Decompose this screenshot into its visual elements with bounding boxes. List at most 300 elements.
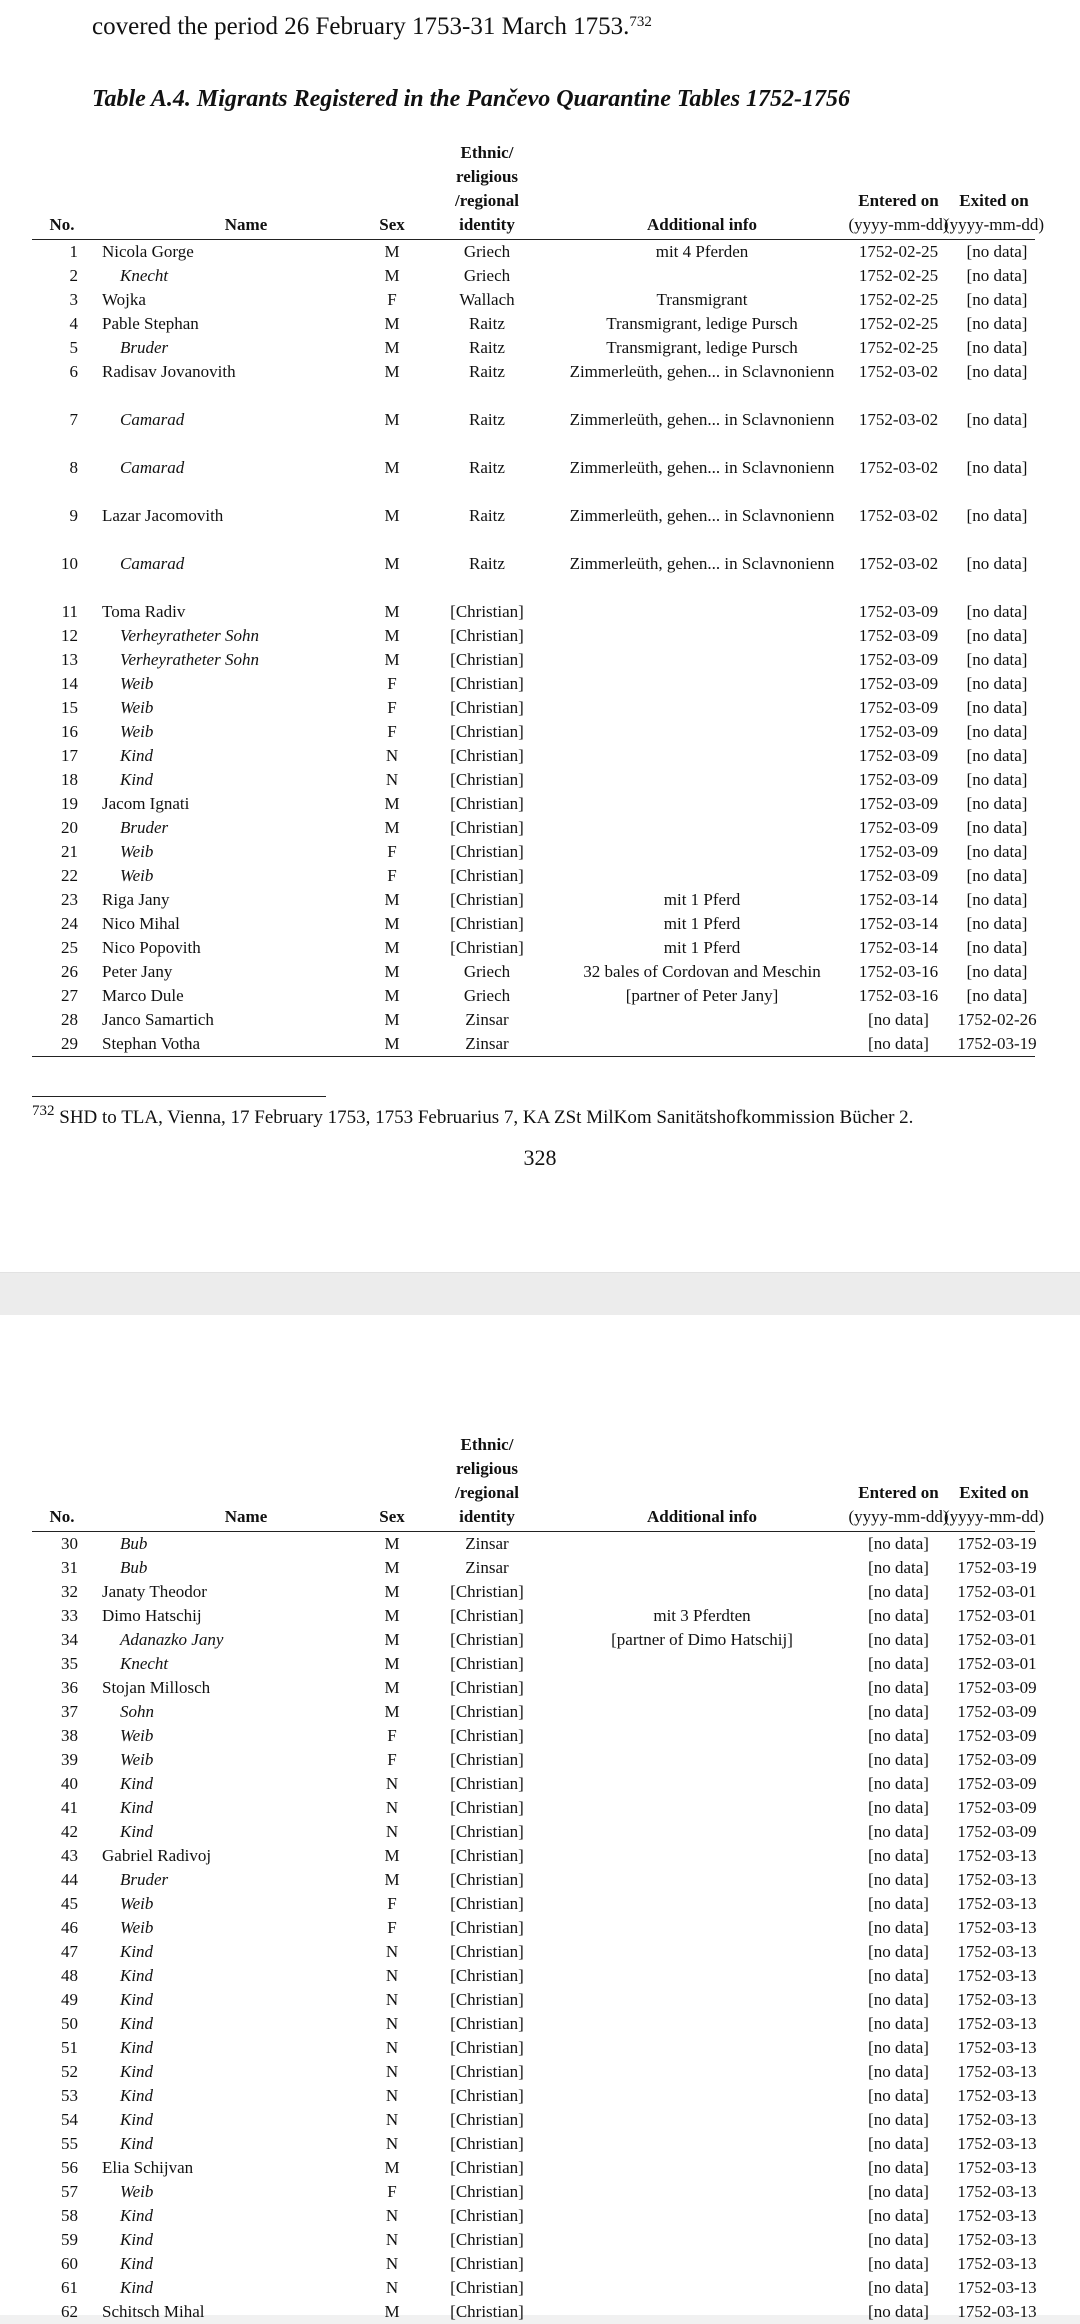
header-entered-on: Entered on (yyyy-mm-dd) xyxy=(848,1483,949,1526)
cell-identity: [Christian] xyxy=(450,650,524,669)
cell-exited-on: 1752-03-09 xyxy=(957,1798,1037,1817)
cell-number: 1 xyxy=(69,242,78,261)
cell-exited-on: 1752-03-13 xyxy=(957,2158,1037,2177)
cell-exited-on: 1752-03-13 xyxy=(957,2254,1037,2273)
header-exited-on: Exited on (yyyy-mm-dd) xyxy=(943,1483,1045,1526)
cell-sex: F xyxy=(387,674,397,693)
cell-identity: [Christian] xyxy=(450,1918,524,1937)
cell-exited-on: 1752-03-13 xyxy=(957,2062,1037,2081)
cell-entered-on: 1752-03-09 xyxy=(858,770,939,789)
cell-additional-info: mit 1 Pferd xyxy=(663,914,741,933)
table-row xyxy=(32,864,1035,888)
cell-name: Kind xyxy=(120,2038,154,2057)
cell-number: 23 xyxy=(61,890,78,909)
cell-name: Kind xyxy=(120,2254,154,2273)
table-row xyxy=(32,312,1035,336)
cell-sex: M xyxy=(384,962,400,981)
cell-exited-on: 1752-03-09 xyxy=(957,1678,1037,1697)
cell-entered-on: [no data] xyxy=(868,1726,929,1745)
intro-text: covered the period 26 February 1753-31 March 1753. xyxy=(92,13,630,40)
cell-identity: [Christian] xyxy=(450,1678,524,1697)
cell-identity: [Christian] xyxy=(450,818,524,837)
footnote-number: 732 xyxy=(32,1103,55,1119)
document-page-2 xyxy=(0,1315,1080,2321)
cell-identity: [Christian] xyxy=(450,914,524,933)
cell-sex: M xyxy=(384,1010,400,1029)
table-row xyxy=(32,1676,1035,1700)
cell-identity: [Christian] xyxy=(450,2182,524,2201)
cell-number: 55 xyxy=(61,2134,78,2153)
cell-exited-on: 1752-03-13 xyxy=(957,2230,1037,2249)
cell-number: 11 xyxy=(61,602,78,621)
table-row xyxy=(32,1652,1035,1676)
cell-entered-on: 1752-03-02 xyxy=(858,410,939,429)
cell-additional-info: mit 1 Pferd xyxy=(663,938,741,957)
cell-number: 34 xyxy=(61,1630,78,1649)
table-row xyxy=(32,360,1035,408)
cell-sex: N xyxy=(385,2254,399,2273)
cell-number: 60 xyxy=(61,2254,78,2273)
table-title: Table A.4. Migrants Registered in the Pančevo Quarantine Tables 1752-1756 xyxy=(92,86,851,112)
cell-exited-on: 1752-03-01 xyxy=(957,1606,1037,1625)
cell-name: Kind xyxy=(120,1966,154,1985)
cell-exited-on: [no data] xyxy=(966,938,1028,957)
cell-number: 12 xyxy=(61,626,78,645)
table-row xyxy=(32,2108,1035,2132)
cell-name: Verheyratheter Sohn xyxy=(120,650,259,669)
table-row xyxy=(32,288,1035,312)
table-body xyxy=(32,240,1035,1056)
cell-entered-on: 1752-02-25 xyxy=(858,338,939,357)
cell-number: 44 xyxy=(61,1870,78,1889)
table-row xyxy=(32,1868,1035,1892)
cell-additional-info: Zimmerleüth, gehen... in Sclavnonienn xyxy=(569,506,835,525)
cell-identity: [Christian] xyxy=(450,1630,524,1649)
cell-number: 52 xyxy=(61,2062,78,2081)
cell-entered-on: 1752-03-16 xyxy=(858,962,939,981)
cell-sex: M xyxy=(384,314,400,333)
cell-sex: M xyxy=(384,458,400,477)
cell-identity: [Christian] xyxy=(450,794,524,813)
cell-number: 36 xyxy=(61,1678,78,1697)
cell-entered-on: 1752-02-25 xyxy=(858,314,939,333)
cell-exited-on: [no data] xyxy=(966,698,1028,717)
table-row xyxy=(32,1008,1035,1032)
cell-additional-info: mit 4 Pferden xyxy=(655,242,749,261)
cell-number: 22 xyxy=(61,866,78,885)
table-row xyxy=(32,336,1035,360)
cell-entered-on: [no data] xyxy=(868,1606,929,1625)
cell-identity: Raitz xyxy=(469,554,505,573)
table-row xyxy=(32,792,1035,816)
cell-sex: M xyxy=(384,338,400,357)
cell-sex: M xyxy=(384,1606,400,1625)
cell-exited-on: 1752-03-13 xyxy=(957,2278,1037,2297)
cell-entered-on: [no data] xyxy=(868,1870,929,1889)
cell-entered-on: [no data] xyxy=(868,1990,929,2009)
cell-exited-on: 1752-03-19 xyxy=(957,1558,1037,1577)
cell-name: Kind xyxy=(120,2206,154,2225)
cell-sex: N xyxy=(385,2206,399,2225)
cell-entered-on: [no data] xyxy=(868,1034,929,1053)
cell-identity: [Christian] xyxy=(450,1582,524,1601)
table-row xyxy=(32,1940,1035,1964)
page-gap xyxy=(0,1272,1080,1316)
cell-number: 47 xyxy=(61,1942,78,1961)
cell-number: 28 xyxy=(61,1010,78,1029)
cell-sex: N xyxy=(385,2062,399,2081)
cell-entered-on: [no data] xyxy=(868,1654,929,1673)
cell-number: 7 xyxy=(69,410,78,429)
cell-sex: F xyxy=(387,1918,397,1937)
cell-additional-info: [partner of Peter Jany] xyxy=(625,986,779,1005)
cell-number: 42 xyxy=(61,1822,78,1841)
table-row xyxy=(32,1964,1035,1988)
cell-exited-on: [no data] xyxy=(966,650,1028,669)
cell-entered-on: [no data] xyxy=(868,1678,929,1697)
cell-sex: F xyxy=(387,1894,397,1913)
cell-number: 10 xyxy=(61,554,78,573)
cell-identity: [Christian] xyxy=(450,842,524,861)
cell-sex: F xyxy=(387,722,397,741)
cell-entered-on: 1752-03-09 xyxy=(858,698,939,717)
cell-identity: [Christian] xyxy=(450,2014,524,2033)
cell-name: Stojan Millosch xyxy=(102,1678,211,1697)
cell-entered-on: [no data] xyxy=(868,1750,929,1769)
cell-number: 16 xyxy=(61,722,78,741)
cell-additional-info: Zimmerleüth, gehen... in Sclavnonienn xyxy=(569,458,835,477)
cell-additional-info: Transmigrant, ledige Pursch xyxy=(606,314,798,333)
cell-exited-on: [no data] xyxy=(966,746,1028,765)
footnote-text: SHD to TLA, Vienna, 17 February 1753, 1753 Februarius 7, KA ZSt MilKom Sanitätshofkommission Bücher 2. xyxy=(59,1107,914,1128)
cell-sex: M xyxy=(384,1678,400,1697)
cell-number: 26 xyxy=(61,962,78,981)
cell-sex: N xyxy=(385,1798,399,1817)
cell-name: Kind xyxy=(120,2110,154,2129)
cell-name: Kind xyxy=(120,2086,154,2105)
table-row xyxy=(32,2204,1035,2228)
cell-identity: Griech xyxy=(463,986,511,1005)
table-row xyxy=(32,648,1035,672)
cell-name: Kind xyxy=(120,2014,154,2033)
cell-entered-on: 1752-03-09 xyxy=(858,722,939,741)
cell-number: 62 xyxy=(61,2302,78,2321)
cell-entered-on: [no data] xyxy=(868,1582,929,1601)
cell-entered-on: [no data] xyxy=(868,1702,929,1721)
cell-number: 14 xyxy=(61,674,78,693)
table-row xyxy=(32,1700,1035,1724)
cell-name: Kind xyxy=(120,1822,154,1841)
cell-number: 24 xyxy=(61,914,78,933)
footnote-reference[interactable]: 732 xyxy=(629,14,652,30)
header-identity: Ethnic/ religious /regional identity xyxy=(455,1435,519,1526)
cell-identity: [Christian] xyxy=(450,2278,524,2297)
cell-sex: M xyxy=(384,2158,400,2177)
cell-name: Janco Samartich xyxy=(102,1010,214,1029)
cell-name: Camarad xyxy=(120,410,185,429)
cell-entered-on: [no data] xyxy=(868,2086,929,2105)
cell-identity: [Christian] xyxy=(450,938,524,957)
cell-identity: [Christian] xyxy=(450,1606,524,1625)
cell-number: 49 xyxy=(61,1990,78,2009)
cell-number: 51 xyxy=(61,2038,78,2057)
table-row xyxy=(32,888,1035,912)
cell-sex: N xyxy=(385,746,399,765)
table-row xyxy=(32,1916,1035,1940)
table-row xyxy=(32,768,1035,792)
cell-number: 30 xyxy=(61,1534,78,1553)
intro-paragraph xyxy=(92,10,652,44)
cell-name: Gabriel Radivoj xyxy=(102,1846,212,1865)
cell-sex: N xyxy=(385,2134,399,2153)
cell-entered-on: 1752-03-09 xyxy=(858,602,939,621)
cell-entered-on: 1752-03-02 xyxy=(858,458,939,477)
cell-identity: Raitz xyxy=(469,338,505,357)
cell-number: 9 xyxy=(69,506,78,525)
cell-exited-on: [no data] xyxy=(966,914,1028,933)
cell-sex: M xyxy=(384,1870,400,1889)
table-row xyxy=(32,2228,1035,2252)
cell-entered-on: 1752-03-09 xyxy=(858,746,939,765)
table-row xyxy=(32,1604,1035,1628)
cell-identity: Raitz xyxy=(469,362,505,381)
cell-sex: M xyxy=(384,1630,400,1649)
cell-exited-on: [no data] xyxy=(966,554,1028,573)
cell-sex: F xyxy=(387,866,397,885)
cell-sex: M xyxy=(384,1558,400,1577)
cell-entered-on: 1752-03-09 xyxy=(858,674,939,693)
cell-entered-on: 1752-03-14 xyxy=(858,914,939,933)
cell-entered-on: [no data] xyxy=(868,2014,929,2033)
cell-name: Nico Mihal xyxy=(102,914,180,933)
cell-name: Toma Radiv xyxy=(102,602,186,621)
cell-entered-on: 1752-03-09 xyxy=(858,650,939,669)
cell-name: Lazar Jacomovith xyxy=(102,506,224,525)
cell-additional-info: mit 3 Pferdten xyxy=(653,1606,751,1625)
table-row xyxy=(32,600,1035,624)
cell-identity: [Christian] xyxy=(450,1774,524,1793)
cell-additional-info: Transmigrant xyxy=(656,290,748,309)
header-no: No. xyxy=(49,1507,75,1526)
table-row xyxy=(32,1796,1035,1820)
cell-exited-on: [no data] xyxy=(966,626,1028,645)
cell-identity: [Christian] xyxy=(450,1702,524,1721)
migrants-table-continued xyxy=(32,1433,1045,2324)
cell-name: Knecht xyxy=(120,1654,169,1673)
cell-entered-on: [no data] xyxy=(868,2302,929,2321)
cell-identity: Raitz xyxy=(469,506,505,525)
cell-additional-info: Zimmerleüth, gehen... in Sclavnonienn xyxy=(569,554,835,573)
cell-name: Nicola Gorge xyxy=(102,242,194,261)
cell-name: Knecht xyxy=(120,266,169,285)
cell-sex: N xyxy=(385,2038,399,2057)
cell-entered-on: 1752-03-14 xyxy=(858,890,939,909)
header-identity: Ethnic/ religious /regional identity xyxy=(455,143,519,234)
cell-exited-on: 1752-03-13 xyxy=(957,1990,1037,2009)
cell-name: Janaty Theodor xyxy=(102,1582,207,1601)
table-row xyxy=(32,2012,1035,2036)
cell-sex: N xyxy=(385,770,399,789)
table-row xyxy=(32,264,1035,288)
cell-identity: Raitz xyxy=(469,458,505,477)
cell-number: 25 xyxy=(61,938,78,957)
cell-identity: [Christian] xyxy=(450,2062,524,2081)
cell-sex: M xyxy=(384,554,400,573)
cell-entered-on: [no data] xyxy=(868,2254,929,2273)
cell-name: Bruder xyxy=(120,818,169,837)
cell-entered-on: 1752-02-25 xyxy=(858,266,939,285)
table-row xyxy=(32,1580,1035,1604)
cell-identity: [Christian] xyxy=(450,1750,524,1769)
cell-identity: [Christian] xyxy=(450,698,524,717)
cell-number: 3 xyxy=(69,290,78,309)
cell-name: Kind xyxy=(120,1990,154,2009)
cell-entered-on: [no data] xyxy=(868,2158,929,2177)
cell-sex: F xyxy=(387,1726,397,1745)
cell-number: 43 xyxy=(61,1846,78,1865)
cell-identity: [Christian] xyxy=(450,866,524,885)
cell-entered-on: [no data] xyxy=(868,1846,929,1865)
cell-number: 45 xyxy=(61,1894,78,1913)
cell-identity: [Christian] xyxy=(450,1654,524,1673)
cell-sex: M xyxy=(384,1654,400,1673)
cell-identity: [Christian] xyxy=(450,674,524,693)
cell-identity: [Christian] xyxy=(450,746,524,765)
cell-number: 29 xyxy=(61,1034,78,1053)
cell-name: Dimo Hatschij xyxy=(102,1606,202,1625)
cell-exited-on: 1752-02-26 xyxy=(957,1010,1037,1029)
cell-number: 56 xyxy=(61,2158,78,2177)
cell-number: 5 xyxy=(69,338,78,357)
cell-name: Adanazko Jany xyxy=(120,1630,224,1649)
table-row xyxy=(32,1032,1035,1056)
cell-name: Jacom Ignati xyxy=(102,794,190,813)
table-row xyxy=(32,624,1035,648)
table-row xyxy=(32,816,1035,840)
table-row xyxy=(32,1892,1035,1916)
cell-number: 33 xyxy=(61,1606,78,1625)
cell-name: Riga Jany xyxy=(102,890,170,909)
cell-exited-on: [no data] xyxy=(966,986,1028,1005)
table-row xyxy=(32,1844,1035,1868)
table-row xyxy=(32,2276,1035,2300)
cell-sex: N xyxy=(385,2278,399,2297)
cell-identity: [Christian] xyxy=(450,626,524,645)
cell-number: 40 xyxy=(61,1774,78,1793)
cell-sex: M xyxy=(384,362,400,381)
cell-identity: Raitz xyxy=(469,410,505,429)
cell-number: 32 xyxy=(61,1582,78,1601)
cell-name: Verheyratheter Sohn xyxy=(120,626,259,645)
cell-entered-on: 1752-02-25 xyxy=(858,242,939,261)
cell-number: 4 xyxy=(69,314,78,333)
cell-name: Bub xyxy=(120,1534,148,1553)
cell-entered-on: [no data] xyxy=(868,1534,929,1553)
table-row xyxy=(32,2300,1035,2324)
cell-exited-on: 1752-03-09 xyxy=(957,1774,1037,1793)
cell-name: Weib xyxy=(120,722,154,741)
cell-identity: Wallach xyxy=(459,290,515,309)
table-body-continued xyxy=(32,1532,1035,2324)
cell-entered-on: 1752-03-09 xyxy=(858,842,939,861)
cell-additional-info: Zimmerleüth, gehen... in Sclavnonienn xyxy=(569,410,835,429)
cell-identity: [Christian] xyxy=(450,1798,524,1817)
cell-name: Schitsch Mihal xyxy=(102,2302,205,2321)
table-row xyxy=(32,672,1035,696)
cell-exited-on: [no data] xyxy=(966,458,1028,477)
cell-sex: M xyxy=(384,938,400,957)
cell-name: Weib xyxy=(120,2182,154,2201)
cell-identity: [Christian] xyxy=(450,770,524,789)
cell-identity: [Christian] xyxy=(450,1966,524,1985)
header-sex: Sex xyxy=(379,215,405,234)
table-header xyxy=(32,141,1045,240)
cell-sex: M xyxy=(384,602,400,621)
cell-exited-on: [no data] xyxy=(966,722,1028,741)
cell-number: 58 xyxy=(61,2206,78,2225)
cell-number: 2 xyxy=(69,266,78,285)
cell-identity: Griech xyxy=(463,242,511,261)
cell-entered-on: 1752-03-02 xyxy=(858,362,939,381)
header-no: No. xyxy=(49,215,75,234)
cell-number: 18 xyxy=(61,770,78,789)
table-row xyxy=(32,504,1035,552)
cell-sex: N xyxy=(385,1942,399,1961)
cell-sex: M xyxy=(384,2302,400,2321)
cell-identity: [Christian] xyxy=(450,1990,524,2009)
cell-number: 6 xyxy=(69,362,78,381)
cell-entered-on: 1752-03-09 xyxy=(858,626,939,645)
header-exited-on: Exited on (yyyy-mm-dd) xyxy=(943,191,1045,234)
cell-exited-on: [no data] xyxy=(966,314,1028,333)
cell-exited-on: 1752-03-09 xyxy=(957,1750,1037,1769)
cell-exited-on: [no data] xyxy=(966,770,1028,789)
cell-sex: M xyxy=(384,890,400,909)
cell-exited-on: [no data] xyxy=(966,362,1028,381)
cell-name: Bruder xyxy=(120,338,169,357)
cell-name: Weib xyxy=(120,1918,154,1937)
cell-name: Kind xyxy=(120,2278,154,2297)
cell-exited-on: 1752-03-09 xyxy=(957,1702,1037,1721)
cell-exited-on: 1752-03-13 xyxy=(957,1870,1037,1889)
table-row xyxy=(32,2084,1035,2108)
cell-exited-on: 1752-03-13 xyxy=(957,2038,1037,2057)
cell-additional-info: [partner of Dimo Hatschij] xyxy=(611,1630,793,1649)
cell-number: 61 xyxy=(61,2278,78,2297)
footnote-separator xyxy=(32,1096,326,1097)
cell-sex: M xyxy=(384,986,400,1005)
cell-sex: M xyxy=(384,794,400,813)
cell-entered-on: 1752-03-02 xyxy=(858,554,939,573)
cell-exited-on: [no data] xyxy=(966,290,1028,309)
cell-exited-on: 1752-03-13 xyxy=(957,2134,1037,2153)
cell-entered-on: [no data] xyxy=(868,2062,929,2081)
cell-identity: [Christian] xyxy=(450,1822,524,1841)
cell-name: Nico Popovith xyxy=(102,938,201,957)
cell-name: Bub xyxy=(120,1558,148,1577)
table-row xyxy=(32,2132,1035,2156)
table-row xyxy=(32,960,1035,984)
table-row xyxy=(32,1628,1035,1652)
cell-identity: Raitz xyxy=(469,314,505,333)
cell-identity: [Christian] xyxy=(450,2254,524,2273)
cell-entered-on: 1752-03-09 xyxy=(858,818,939,837)
cell-sex: N xyxy=(385,2110,399,2129)
cell-sex: F xyxy=(387,2182,397,2201)
cell-number: 27 xyxy=(61,986,78,1005)
cell-name: Kind xyxy=(120,1798,154,1817)
header-name: Name xyxy=(224,1507,268,1526)
